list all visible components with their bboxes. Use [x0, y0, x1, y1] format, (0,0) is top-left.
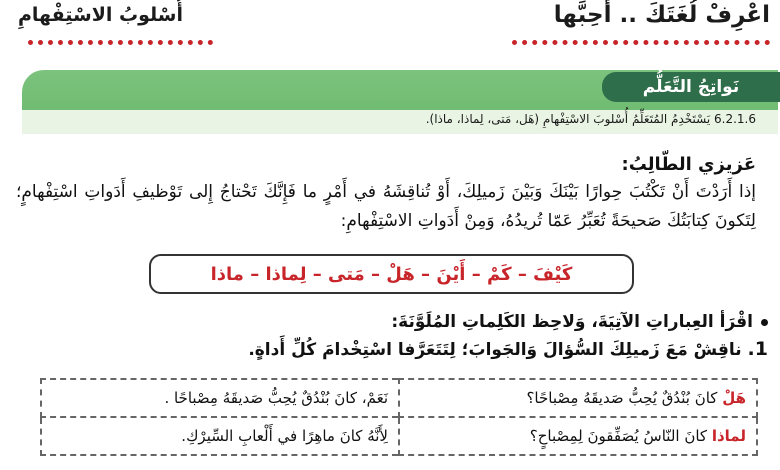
lesson-topic: أُسْلوبُ الاسْتِفْهامِ: [18, 4, 183, 26]
answer-cell: نَعَمْ، كانَ بُنْدُقٌ يُحِبُّ صَديقَهُ مِصْباحًا .: [41, 379, 399, 417]
question-tool-word: هَلْ: [722, 389, 746, 407]
read-instruction: [391, 312, 768, 332]
title-dotted-underline: [512, 40, 770, 45]
question-tools-list: كَيْفَ – كَمْ – أَيْنَ – هَلْ – مَتى – لِماذا – ماذا: [210, 263, 573, 285]
question-tools-box: [149, 254, 634, 294]
question-cell: [399, 379, 757, 417]
question-text: كانَ النّاسُ يُصَفِّقونَ لِمِصْباحٍ؟: [529, 427, 712, 445]
outcomes-label: نَواتِجُ التَّعَلُّم: [602, 72, 780, 102]
task-text: ناقِشْ مَعَ زَميلِكَ السُّؤالَ وَالجَوابَ؛ لِتَتَعَرَّفا اسْتِخْدامَ كُلِّ أَداةٍ.: [248, 340, 742, 360]
greeting: عَزيزي الطّالِبُ:: [621, 154, 756, 175]
table-row: [41, 417, 757, 455]
topic-dotted-underline: [28, 40, 213, 45]
question-tool-word: لماذا: [711, 427, 746, 445]
question-cell: [399, 417, 757, 455]
table-row: [41, 379, 757, 417]
read-instruction-text: اقْرَأ العِباراتِ الآتِيَةَ، وَلاحِظ الكَلِماتِ المُلَوَّنَةَ:: [391, 312, 753, 332]
task-instruction: [248, 338, 768, 360]
bullet-icon: [761, 319, 768, 326]
outcome-text: 6.2.1.6 يَسْتَخْدِمُ المُتَعَلِّمُ أُسْلوبَ الاسْتِفْهامِ (هَل، مَتى، لِماذا، ماذا).: [425, 112, 756, 126]
intro-paragraph: إذا أَرَدْتَ أَنْ تَكْتُبَ حِوارًا بَيْنَكَ وَبَيْنَ زَميلِكَ، أَوْ تُناقِشَهُ في أَمْرٍ ما فَإِنَّكَ تَحْتاجُ إِلى تَوْظيفِ أَدَواتِ اسْتِفْهامٍ؛ لِتَكونَ كِتابَتُكَ صَحيحَةً تُعَبِّرُ عَمّا تُريدُهُ، وَمِنْ أَدَواتِ الاسْتِفْهامِ:: [16, 182, 756, 231]
qa-table: [40, 378, 758, 456]
answer-cell: لِأَنَّهُ كانَ ماهِرًا في أَلْعابِ السِّيرْكِ.: [41, 417, 399, 455]
page-title: اعْرِفْ لُغَتَكَ .. أَحِبَّها: [553, 2, 770, 28]
question-text: كانَ بُنْدُقٌ يُحِبُّ صَديقَهُ مِصْباحًا؟: [526, 389, 723, 407]
task-number: 1.: [747, 338, 768, 360]
